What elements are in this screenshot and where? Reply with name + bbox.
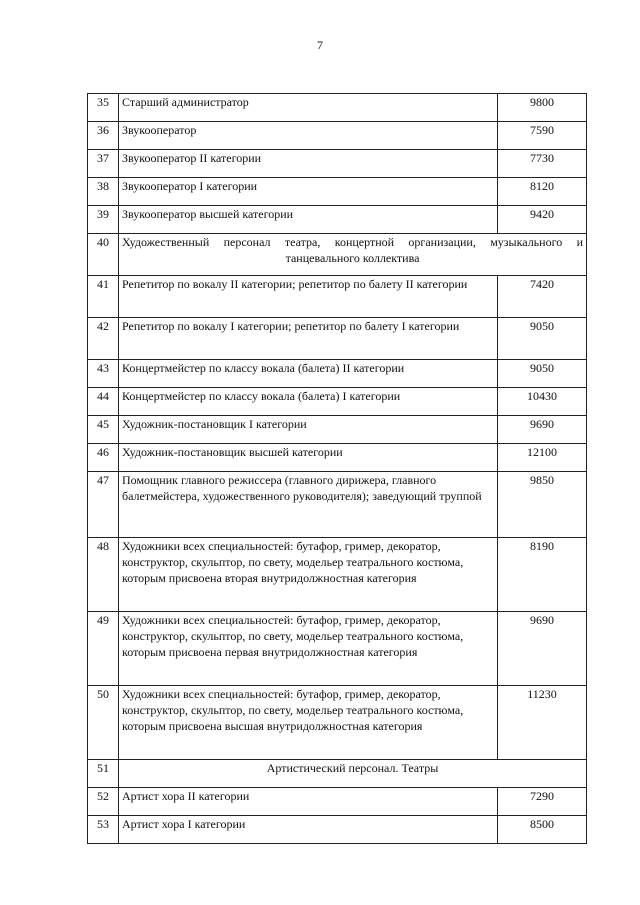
table-row — [88, 612, 587, 686]
row-number: 52 — [88, 788, 119, 816]
salary-value: 9420 — [498, 206, 587, 234]
salary-value: 9050 — [498, 318, 587, 360]
position-name: Репетитор по вокалу I категории; репетитор по балету I категории — [119, 318, 498, 360]
table-row — [88, 150, 587, 178]
position-name: Концертмейстер по классу вокала (балета) I категории — [119, 388, 498, 416]
salary-value: 7590 — [498, 122, 587, 150]
salary-value: 9850 — [498, 472, 587, 538]
row-number: 43 — [88, 360, 119, 388]
section-row — [88, 760, 587, 788]
row-number: 44 — [88, 388, 119, 416]
row-number: 36 — [88, 122, 119, 150]
table-row — [88, 538, 587, 612]
table-row — [88, 318, 587, 360]
salary-value: 8190 — [498, 538, 587, 612]
position-name: Художник-постановщик высшей категории — [119, 444, 498, 472]
position-name: Звукооператор II категории — [119, 150, 498, 178]
salary-value: 9690 — [498, 612, 587, 686]
position-name: Звукооператор высшей категории — [119, 206, 498, 234]
section-title-text: Художественный персонал театра, концертной организации, музыкального и танцевального коллектива — [122, 235, 583, 265]
row-number: 47 — [88, 472, 119, 538]
position-name: Звукооператор — [119, 122, 498, 150]
salary-value: 8500 — [498, 816, 587, 844]
row-number: 38 — [88, 178, 119, 206]
row-number: 46 — [88, 444, 119, 472]
salary-value: 11230 — [498, 686, 587, 760]
table-row — [88, 206, 587, 234]
table-row — [88, 94, 587, 122]
position-name: Репетитор по вокалу II категории; репетитор по балету II категории — [119, 276, 498, 318]
row-number: 42 — [88, 318, 119, 360]
table-row — [88, 122, 587, 150]
table-row — [88, 816, 587, 844]
position-name: Старший администратор — [119, 94, 498, 122]
position-name: Артист хора I категории — [119, 816, 498, 844]
salary-value: 8120 — [498, 178, 587, 206]
salary-value: 7420 — [498, 276, 587, 318]
row-number: 37 — [88, 150, 119, 178]
salary-value: 9690 — [498, 416, 587, 444]
position-name: Художники всех специальностей: бутафор, гример, декоратор, конструктор, скульптор, по свету, модельер театрального костюма, которым присвоена вторая внутридолжностная категория — [119, 538, 498, 612]
row-number: 39 — [88, 206, 119, 234]
row-number: 40 — [88, 234, 119, 276]
position-name: Артист хора II категории — [119, 788, 498, 816]
table-row — [88, 472, 587, 538]
row-number: 49 — [88, 612, 119, 686]
table-row — [88, 178, 587, 206]
table-row — [88, 444, 587, 472]
position-name: Звукооператор I категории — [119, 178, 498, 206]
section-title — [119, 234, 587, 276]
table-row — [88, 788, 587, 816]
salary-value: 9050 — [498, 360, 587, 388]
salary-value: 10430 — [498, 388, 587, 416]
table-row — [88, 360, 587, 388]
salary-table — [87, 93, 587, 844]
salary-value: 7290 — [498, 788, 587, 816]
page-number: 7 — [317, 38, 323, 52]
row-number: 48 — [88, 538, 119, 612]
row-number: 51 — [88, 760, 119, 788]
position-name: Концертмейстер по классу вокала (балета) II категории — [119, 360, 498, 388]
position-name: Художник-постановщик I категории — [119, 416, 498, 444]
section-row — [88, 234, 587, 276]
row-number: 35 — [88, 94, 119, 122]
position-name: Художники всех специальностей: бутафор, гример, декоратор, конструктор, скульптор, по свету, модельер театрального костюма, которым присвоена первая внутридолжностная категория — [119, 612, 498, 686]
salary-value: 12100 — [498, 444, 587, 472]
row-number: 53 — [88, 816, 119, 844]
row-number: 45 — [88, 416, 119, 444]
salary-value: 7730 — [498, 150, 587, 178]
position-name: Художники всех специальностей: бутафор, гример, декоратор, конструктор, скульптор, по свету, модельер театрального костюма, которым присвоена высшая внутридолжностная категория — [119, 686, 498, 760]
row-number: 41 — [88, 276, 119, 318]
row-number: 50 — [88, 686, 119, 760]
table-row — [88, 416, 587, 444]
section-title: Артистический персонал. Театры — [119, 760, 587, 788]
position-name: Помощник главного режиссера (главного дирижера, главного балетмейстера, художественного руководителя); заведующий труппой — [119, 472, 498, 538]
table-row — [88, 686, 587, 760]
table-row — [88, 276, 587, 318]
table-row — [88, 388, 587, 416]
salary-value: 9800 — [498, 94, 587, 122]
